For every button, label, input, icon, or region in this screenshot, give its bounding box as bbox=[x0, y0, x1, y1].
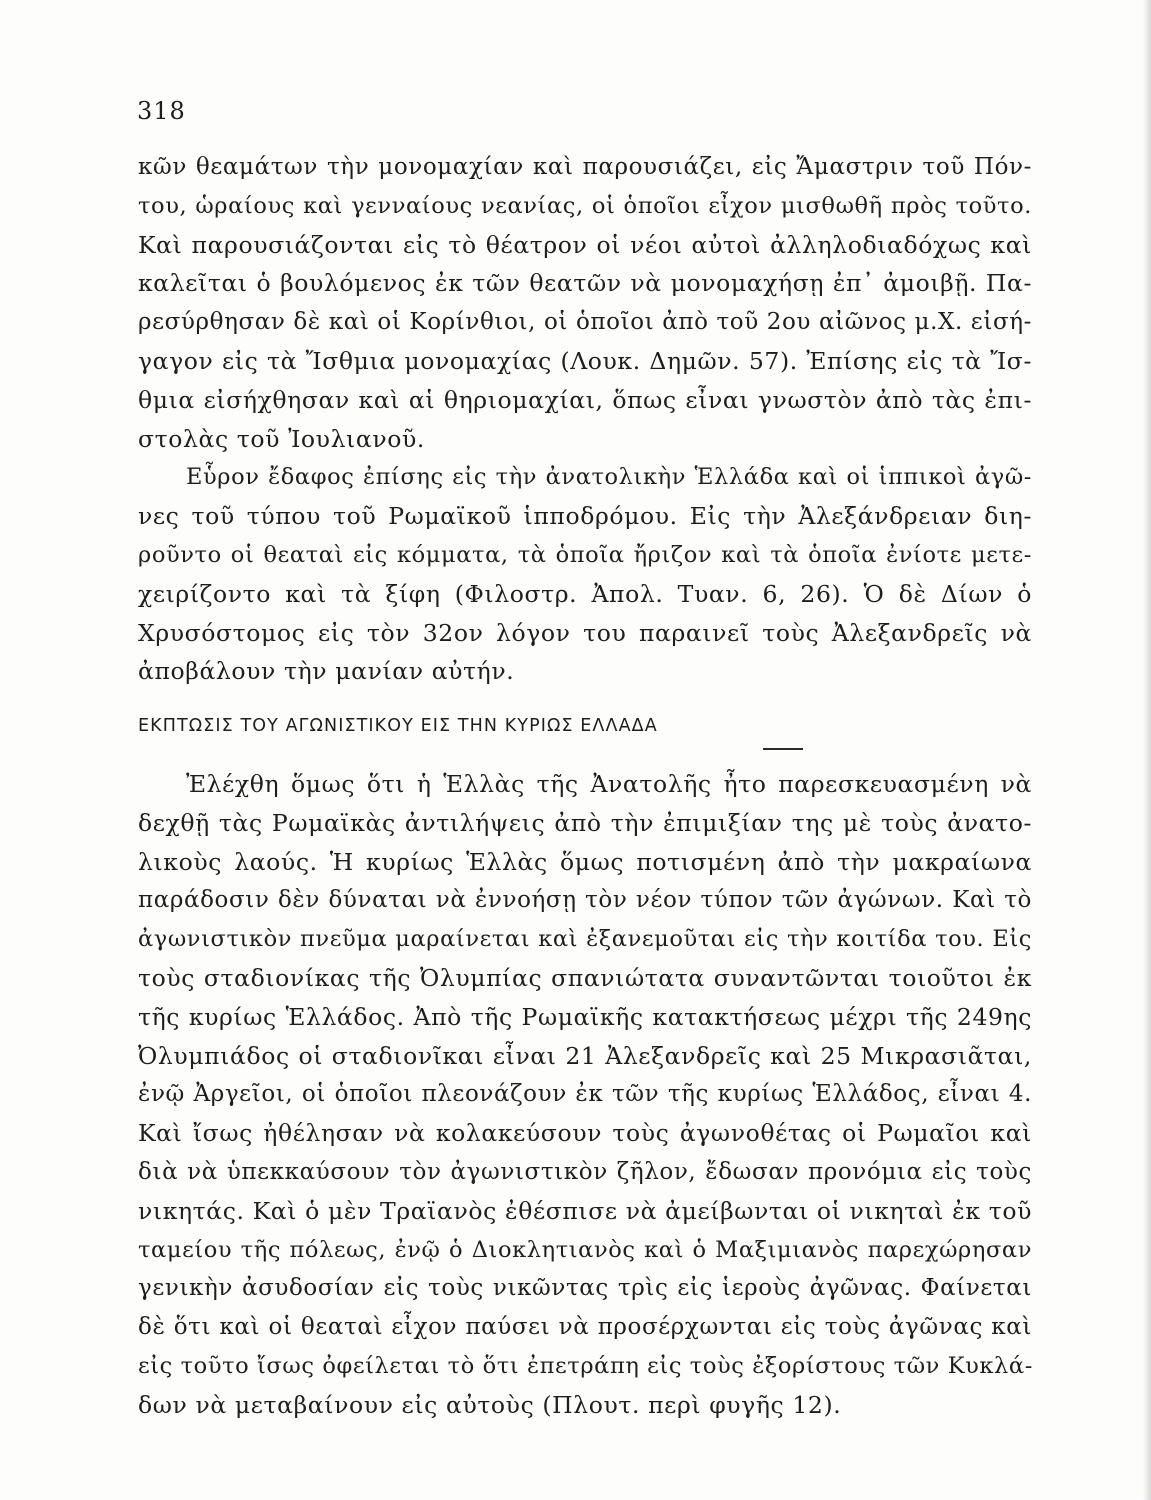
text-line: γενικὴν ἀσυδοσίαν εἰς τοὺς νικῶντας τρὶς εἰς ἱεροὺς ἀγῶνας. Φαίνεται bbox=[138, 1275, 1032, 1302]
text-line: νες τοῦ τύπου τοῦ Ρωμαϊκοῦ ἱπποδρόμου. Εἰς τὴν Ἀλεξάνδρειαν διη- bbox=[138, 502, 1032, 531]
text-line: του, ὡραίους καὶ γενναίους νεανίας, οἱ ὁποῖοι εἶχον μισθωθῆ πρὸς τοῦτο. bbox=[138, 192, 1032, 219]
paragraph-3 bbox=[138, 765, 1032, 1425]
text-line: Εὗρον ἔδαφος ἐπίσης εἰς τὴν ἀνατολικὴν Ἑλλάδα καὶ οἱ ἱππικοὶ ἀγῶ- bbox=[186, 464, 1032, 491]
text-line: θμια εἰσήχθησαν καὶ αἱ θηριομαχίαι, ὅπως εἶναι γνωστὸν ἀπὸ τὰς ἐπι- bbox=[138, 385, 1032, 414]
text-line: τοὺς σταδιονίκας τῆς Ὀλυμπίας σπανιώτατα συναντῶνται τοιοῦτοι ἐκ bbox=[138, 963, 1032, 992]
text-line: παράδοσιν δὲν δύναται νὰ ἐννοήσῃ τὸν νέον τύπον τῶν ἀγώνων. Καὶ τὸ bbox=[138, 887, 1032, 914]
text-line: δεχθῇ τὰς Ρωμαϊκὰς ἀντιλήψεις ἀπὸ τὴν ἐπιμιξίαν της μὲ τοὺς ἀνατο- bbox=[138, 808, 1032, 837]
text-line: ἀποβάλουν τὴν μανίαν αὐτήν. bbox=[138, 657, 515, 686]
paragraph-1 bbox=[138, 148, 1032, 691]
text-line: ροῦντο οἱ θεαταὶ εἰς κόμματα, τὰ ὁποῖα ἤριζον καὶ τὰ ὁποῖα ἐνίοτε μετε- bbox=[138, 541, 1032, 568]
text-line: εἰς τοῦτο ἴσως ὀφείλεται τὸ ὅτι ἐπετράπη εἰς τοὺς ἐξορίστους τῶν Κυκλά- bbox=[138, 1352, 1033, 1379]
text-line: Ὀλυμπιάδος οἱ σταδιονῖκαι εἶναι 21 Ἀλεξανδρεῖς καὶ 25 Μικρασιᾶται, bbox=[138, 1041, 1032, 1070]
text-line: διὰ νὰ ὑπεκκαύσουν τὸν ἀγωνιστικὸν ζῆλον, ἔδωσαν προνόμια εἰς τοὺς bbox=[138, 1158, 1032, 1185]
text-line: ρεσύρθησαν δὲ καὶ οἱ Κορίνθιοι, οἱ ὁποῖοι ἀπὸ τοῦ 2ου αἰῶνος μ.Χ. εἰσή- bbox=[138, 309, 1032, 336]
text-line: Καὶ παρουσιάζονται εἰς τὸ θέατρον οἱ νέοι αὐτοὶ ἀλληλοδιαδόχως καὶ bbox=[138, 230, 1032, 259]
page-number: 318 bbox=[137, 97, 186, 125]
page-edge-shadow bbox=[1143, 0, 1151, 1500]
section-heading: ΕΚΠΤΩΣΙΣ ΤΟΥ ΑΓΩΝΙΣΤΙΚΟΥ ΕΙΣ ΤΗΝ ΚΥΡΙΩΣ ΕΛΛΑΔΑ bbox=[138, 716, 658, 736]
text-line: δων νὰ μεταβαίνουν εἰς αὐτοὺς (Πλουτ. περὶ φυγῆς 12). bbox=[138, 1390, 842, 1419]
text-line: στολὰς τοῦ Ἰουλιανοῦ. bbox=[138, 424, 425, 453]
text-line: δὲ ὅτι καὶ οἱ θεαταὶ εἶχον παύσει νὰ προσέρχωνται εἰς τοὺς ἀγῶνας καὶ bbox=[138, 1314, 1032, 1341]
text-line: Καὶ ἴσως ἠθέλησαν νὰ κολακεύσουν τοὺς ἀγωνοθέτας οἱ Ρωμαῖοι καὶ bbox=[138, 1119, 1032, 1148]
text-line: χειρίζοντο καὶ τὰ ξίφη (Φιλοστρ. Ἀπολ. Τυαν. 6, 26). Ὁ δὲ Δίων ὁ bbox=[138, 579, 1032, 608]
text-line: λικοὺς λαούς. Ἡ κυρίως Ἑλλὰς ὅμως ποτισμένη ἀπὸ τὴν μακραίωνα bbox=[138, 847, 1032, 876]
text-line: τῆς κυρίως Ἑλλάδος. Ἀπὸ τῆς Ρωμαϊκῆς κατακτήσεως μέχρι τῆς 249ης bbox=[138, 1002, 1032, 1031]
text-line: κῶν θεαμάτων τὴν μονομαχίαν καὶ παρουσιάζει, εἰς Ἄμαστριν τοῦ Πόν- bbox=[138, 154, 1032, 180]
text-line: ἀγωνιστικὸν πνεῦμα μαραίνεται καὶ ἐξανεμοῦται εἰς τὴν κοιτίδα του. Εἰς bbox=[138, 926, 1032, 953]
text-line: ἐνῷ Ἀργεῖοι, οἱ ὁποῖοι πλεονάζουν ἐκ τῶν τῆς κυρίως Ἑλλάδος, εἶναι 4. bbox=[138, 1081, 1032, 1108]
text-line: γαγον εἰς τὰ Ἴσθμια μονομαχίας (Λουκ. Δημῶν. 57). Ἐπίσης εἰς τὰ Ἴσ- bbox=[138, 346, 1032, 375]
text-line: ταμείου τῆς πόλεως, ἐνῷ ὁ Διοκλητιανὸς καὶ ὁ Μαξιμιανὸς παρεχώρησαν bbox=[138, 1236, 1032, 1263]
text-line: νικητάς. Καὶ ὁ μὲν Τραϊανὸς ἐθέσπισε νὰ ἀμείβωνται οἱ νικηταὶ ἐκ τοῦ bbox=[138, 1196, 1032, 1225]
text-line: καλεῖται ὁ βουλόμενος ἐκ τῶν θεατῶν νὰ μονομαχήσῃ ἐπ᾽ ἀμοιβῇ. Πα- bbox=[138, 269, 1032, 298]
heading-rule bbox=[763, 748, 803, 750]
text-line: Ἐλέχθη ὅμως ὅτι ἡ Ἑλλὰς τῆς Ἀνατολῆς ἦτο παρεσκευασμένη νὰ bbox=[186, 770, 1032, 798]
text-line: Χρυσόστομος εἰς τὸν 32ον λόγον του παραινεῖ τοὺς Ἀλεξανδρεῖς νὰ bbox=[138, 618, 1032, 647]
